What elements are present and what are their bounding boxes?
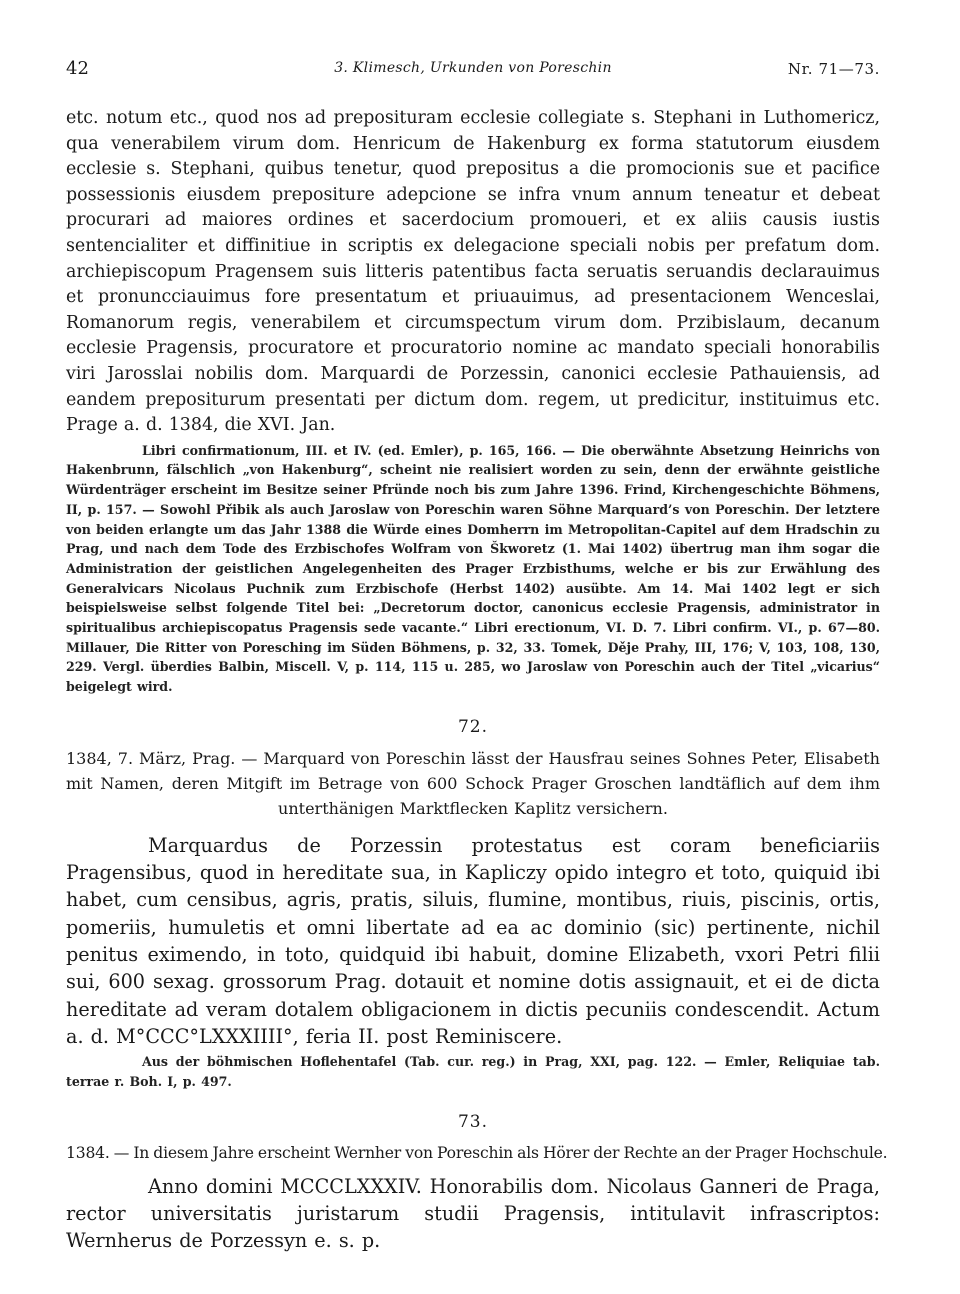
document-71-commentary	[66, 441, 880, 697]
document-72-source: Aus der böhmischen Hoflehentafel (Tab. cur. reg.) in Prag, XXI, pag. 122. — Emler, Reliquiae tab. terrae r. Boh. I, p. 497.	[66, 1054, 880, 1089]
running-title: 3. Klimesch, Urkunden von Poreschin	[334, 60, 612, 76]
running-head	[66, 58, 880, 86]
document-71-note: — Die oberwähnte Absetzung Heinrichs von Hakenbrunn, fälschlich „von Hakenburg“, scheint nie realisiert worden zu sein, denn der erwähnte geistliche Würdenträger erscheint im Besitze seiner Pfründe noch bis zum Jahre 1396. Frind, Kirchengeschichte Böhmens, II, p. 157. — Sowohl Přibik als auch Jaroslaw von Poreschin waren Söhne Marquard’s von Poreschin. Der letztere von beiden erlangte um das Jahr 1388 die Würde eines Domherrn im Metropolitan-Capitel auf dem Hradschin zu Prag, und nach dem Tode des Erzbischofes Wolfram von Škworetz (1. Mai 1402) übertrug man ihm sogar die Administration der geistlichen Angelegenheiten des Prager Erzbisthums, welche er bis zur Erwählung des Generalvicars Nicolaus Puchnik zum Erzbischofe (Herbst 1402) ausübte. Am 14. Mai 1402 legt er sich beispielsweise selbst folgende Titel bei: „Decretorum doctor, canonicus ecclesie Pragensis, administrator in spiritualibus archiepiscopatus Pragensis sede vacante.“ Libri erectionum, VI. D. 7. Libri confirm. VI., p. 67—80. Millauer, Die Ritter von Poresching im Süden Böhmens, p. 32, 33. Tomek, Děje Prahy, III, 176; V, 103, 108, 130, 229. Vergl. überdies Balbin, Miscell. V, p. 114, 115 u. 285, wo Jaroslaw von Poreschin auch der Titel „vicarius“ beigelegt wird.	[66, 442, 880, 695]
document-73-summary: 1384. — In diesem Jahre erscheint Wernher von Poreschin als Hörer der Rechte an der Prager Hochschule.	[66, 1143, 888, 1162]
document-71-source: Libri confirmationum, III. et IV. (ed. Emler), p. 165, 166.	[142, 442, 557, 458]
document-73-text: Anno domini MCCCLXXXIV. Honorabilis dom. Nicolaus Ganneri de Praga, rector universitatis juristarum studii Pragensis, intitulavit infrascriptos: Wernherus de Porzessyn e. s. p.	[66, 1174, 880, 1253]
document-71-text: etc. notum etc., quod nos ad preposituram ecclesie collegiate s. Stephani in Luthomericz, qua venerabilem virum dom. Henricum de Hakenburg ex forma statutorum eiusdem ecclesie s. Stephani, quibus tenetur, quod prepositus a die promocionis sue et pacifice possessionis eiusdem prepositure adepcione se infra vnum annum teneatur et debeat procurari ad maiores ordines et sacerdocium promoueri, et ex aliis causis iustis sentencialiter et diffinitiue in scriptis ex delegacione speciali nobis per prefatum dom. archiepiscopum Pragensem suis litteris patentibus facta seruatis seruandis declarauimus et pronuncciauimus fore presentatum et priuauimus, ad presentacionem Wenceslai, Romanorum regis, venerabilem et circumspectum virum dom. Przibislaum, decanum ecclesie Pragensis, procuratore et procuratorio nomine ac mandato speciali honorabilis viri Jarosslai nobilis dom. Marquardi de Porzessin, canonici ecclesie Pathauiensis, ad eandem prepositurum presentati per dictum dom. regem, ut predicitur, instituimus etc. Prage a. d. 1384, die XVI. Jan.	[66, 108, 880, 436]
page	[66, 58, 888, 1255]
document-numbers: Nr. 71—73.	[787, 60, 880, 78]
document-72-summary: 1384, 7. März, Prag. — Marquard von Poreschin lässt der Hausfrau seines Sohnes Peter, Elisabeth mit Namen, deren Mitgift im Betrage von 600 Schock Prager Groschen landtäflich auf dem ihm unterthänigen Marktflecken Kaplitz versichern.	[66, 748, 880, 818]
document-73-number: 73.	[457, 1111, 489, 1132]
page-number: 42	[66, 58, 89, 79]
document-72-text: Marquardus de Porzessin protestatus est coram beneficiariis Pragensibus, quod in hereditate sua, in Kapliczy opido integro et toto, quiquid ibi habet, cum censibus, agris, pratis, siluis, flumine, montibus, riuis, piscinis, ortis, pomeriis, humuletis et omni libertate ad ea ac dominio (sic) pertinente, nichil penitus eximendo, in toto, quidquid ibi habuit, domine Elizabeth, vxori Petri filii sui, 600 sexag. grossorum Prag. dotauit et nomine dotis assignauit, et ei de dicta hereditate ad veram dotalem obligacionem in dictis pecuniis condescendit. Actum a. d. M°CCC°LXXXIIII°, feria II. post Reminiscere.	[66, 833, 880, 1048]
document-72-number: 72.	[457, 716, 489, 737]
